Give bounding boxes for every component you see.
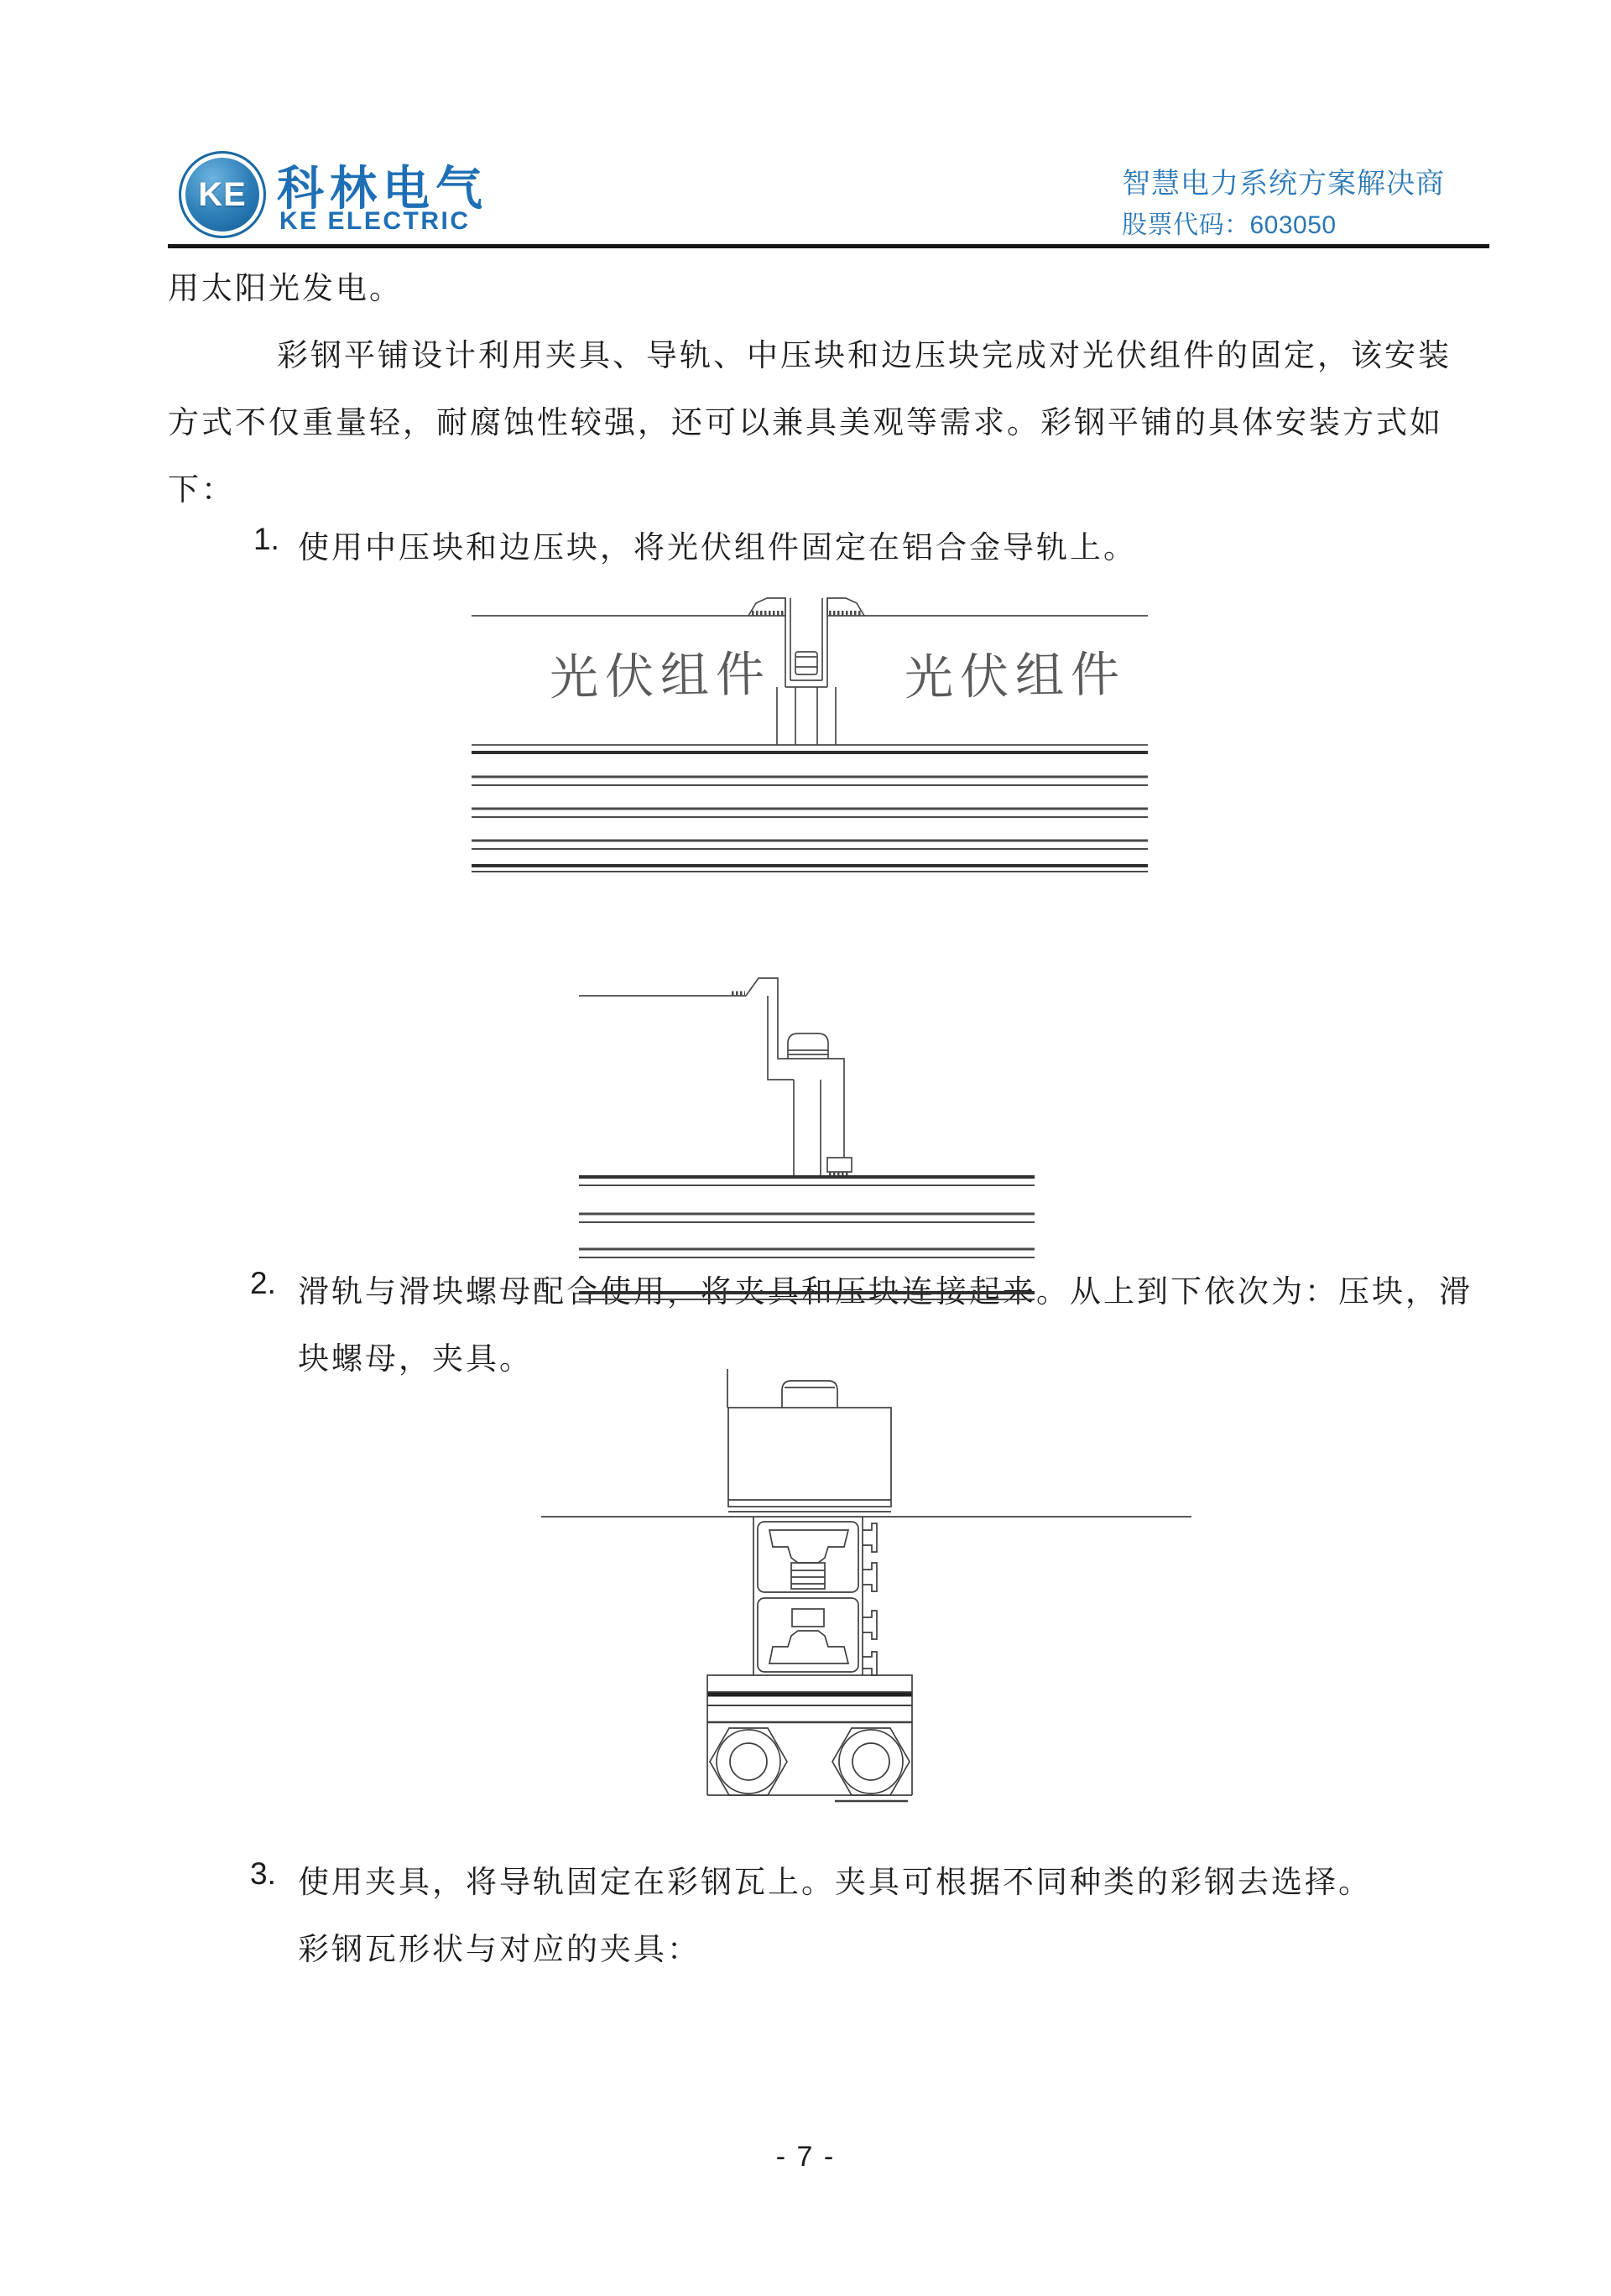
stock-code: 股票代码：603050: [1122, 211, 1337, 239]
logo-text: KE: [198, 175, 247, 213]
paragraph-1: 用太阳光发电。: [168, 271, 403, 305]
diagram-mid-clamp: [470, 586, 1150, 875]
list-item-2-text-line-2: 块螺母，夹具。: [298, 1341, 533, 1376]
header-divider: [168, 244, 1489, 248]
header-tagline: 智慧电力系统方案解决商: [1122, 168, 1445, 200]
ke-logo-icon: [179, 151, 266, 238]
list-item-2-text-line-1: 滑轨与滑块螺母配合使用，将夹具和压块连接起来。从上到下依次为：压块，滑: [298, 1274, 1473, 1309]
list-item-1-text: 使用中压块和边压块，将光伏组件固定在铝合金导轨上。: [298, 530, 1137, 565]
list-item-1-number: 1.: [253, 522, 279, 556]
company-name-en: KE ELECTRIC: [279, 207, 471, 235]
paragraph-2-line-1: 彩钢平铺设计利用夹具、导轨、中压块和边压块完成对光伏组件的固定，该安装: [277, 338, 1452, 372]
paragraph-2-line-2: 方式不仅重量轻，耐腐蚀性较强，还可以兼具美观等需求。彩钢平铺的具体安装方式如: [168, 405, 1443, 440]
list-item-3-text-line-1: 使用夹具，将导轨固定在彩钢瓦上。夹具可根据不同种类的彩钢去选择。: [298, 1865, 1372, 1899]
list-item-3-number: 3.: [250, 1856, 276, 1891]
pv-module-label-right: 光伏组件: [904, 647, 1127, 705]
list-item-2-number: 2.: [250, 1266, 276, 1300]
paragraph-2-line-3: 下：: [168, 472, 235, 507]
diagram-edge-clamp: [566, 956, 1045, 1317]
pv-module-label-left: 光伏组件: [549, 647, 772, 705]
list-item-3-text-line-2: 彩钢瓦形状与对应的夹具：: [298, 1932, 701, 1966]
page-number: - 7 -: [775, 2141, 836, 2173]
company-name-zh: 科林电气: [277, 162, 488, 215]
diagram-rail-assembly: [541, 1366, 1212, 1819]
